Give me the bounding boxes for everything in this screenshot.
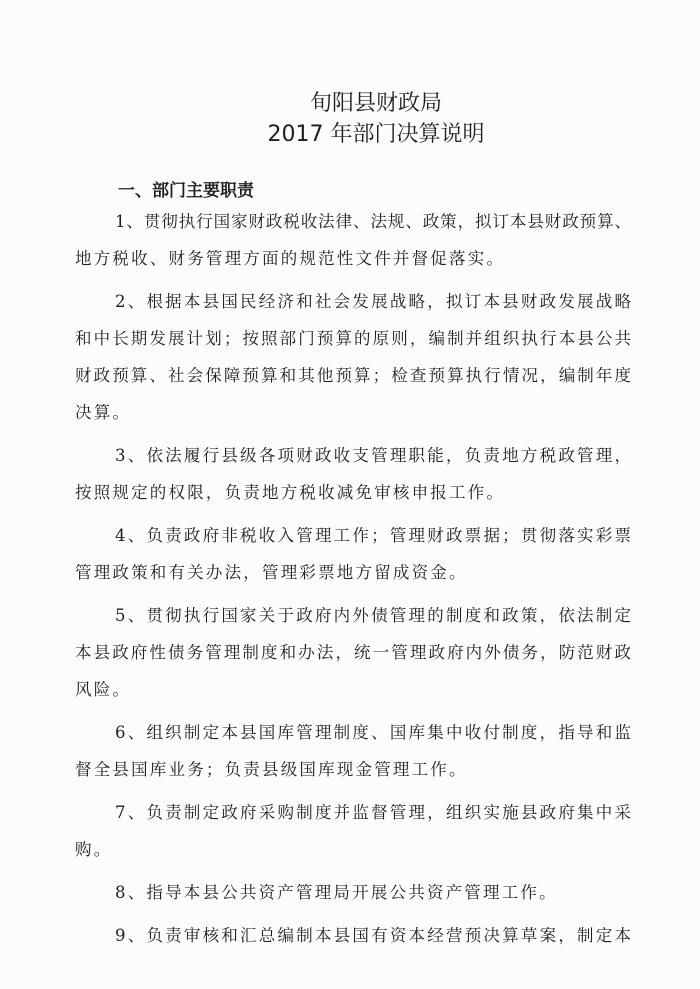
paragraph-line: 4、负责政府非税收入管理工作；管理财政票据；贯彻落实彩票: [115, 526, 631, 545]
paragraph-line: 5、贯彻执行国家关于政府内外债管理的制度和政策，依法制定: [115, 606, 631, 625]
document-subtitle: 2017 年部门决算说明: [267, 122, 485, 147]
paragraph: [75, 917, 631, 954]
paragraph: [75, 874, 631, 911]
paragraph: [75, 714, 631, 788]
section-heading: 一、部门主要职责: [118, 181, 254, 201]
paragraph-line: 本县政府性债务管理制度和办法，统一管理政府内外债务，防范财政: [75, 643, 631, 662]
paragraph: [75, 517, 631, 591]
document-body: [75, 203, 631, 960]
paragraph: [75, 597, 631, 708]
paragraph-line: 决算。: [75, 403, 132, 422]
paragraph: [75, 203, 631, 277]
paragraph: [75, 794, 631, 868]
paragraph-line: 财政预算、社会保障预算和其他预算；检查预算执行情况，编制年度: [75, 366, 631, 385]
paragraph-line: 按照规定的权限，负责地方税收减免审核申报工作。: [75, 483, 506, 502]
paragraph: [75, 437, 631, 511]
paragraph-line: 7、负责制定政府采购制度并监督管理，组织实施县政府集中采: [115, 803, 631, 822]
paragraph-line: 和中长期发展计划；按照部门预算的原则，编制并组织执行本县公共: [75, 329, 631, 348]
paragraph-line: 2、根据本县国民经济和社会发展战略，拟订本县财政发展战略: [115, 292, 631, 311]
paragraph-line: 8、指导本县公共资产管理局开展公共资产管理工作。: [115, 883, 558, 902]
paragraph-line: 购。: [75, 840, 113, 859]
paragraph: [75, 283, 631, 431]
paragraph-line: 督全县国库业务；负责县级国库现金管理工作。: [75, 760, 468, 779]
paragraph-line: 管理政策和有关办法，管理彩票地方留成资金。: [75, 563, 468, 582]
paragraph-line: 地方税收、财务管理方面的规范性文件并督促落实。: [75, 249, 506, 268]
paragraph-line: 9、负责审核和汇总编制本县国有资本经营预决算草案，制定本: [115, 926, 631, 945]
paragraph-line: 3、依法履行县级各项财政收支管理职能，负责地方税政管理，: [115, 446, 631, 465]
paragraph-line: 6、组织制定本县国库管理制度、国库集中收付制度，指导和监: [115, 723, 631, 742]
paragraph-line: 1、贯彻执行国家财政税收法律、法规、政策，拟订本县财政预算、: [115, 212, 631, 231]
paragraph-line: 风险。: [75, 680, 132, 699]
document-title: 旬阳县财政局: [309, 91, 442, 116]
